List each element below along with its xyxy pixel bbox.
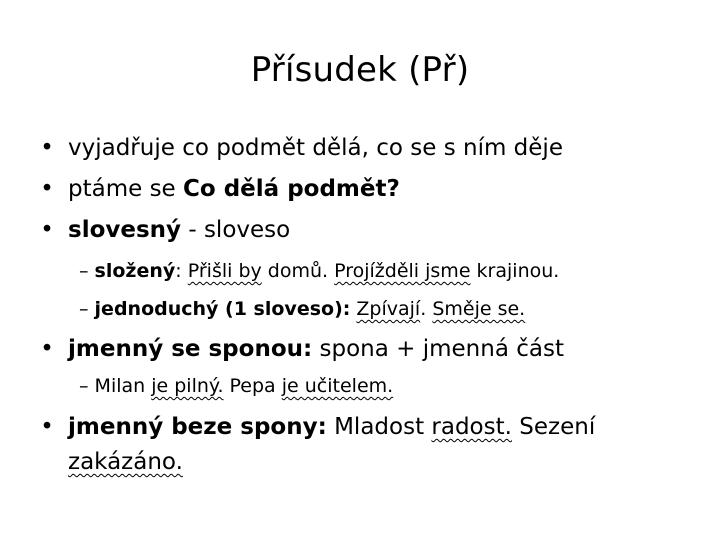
- bullet-text-bold: jmenný beze spony:: [68, 414, 327, 440]
- bullet-marker: •: [40, 135, 54, 161]
- bullet-text-plain: - sloveso: [181, 217, 291, 243]
- example-phrase: je pilný.: [151, 375, 224, 397]
- sub-label: jednoduchý (1 sloveso):: [94, 298, 351, 320]
- bullet-text: [68, 332, 564, 366]
- bullet-text: vyjadřuje co podmět dělá, co se s ním děje: [68, 135, 563, 161]
- sub-text: Milan: [94, 375, 152, 397]
- sub-dash: –: [79, 298, 89, 320]
- bullet-text-plain: ptáme se: [68, 176, 184, 202]
- example-phrase: radost.: [431, 414, 512, 440]
- bullet-text: [68, 172, 400, 206]
- bullet-text: [68, 445, 183, 479]
- bullet-marker: •: [40, 336, 54, 362]
- bullet-text: [68, 410, 595, 444]
- example-phrase: Přišli by: [187, 260, 262, 282]
- sub-text: .: [420, 298, 433, 320]
- bullet-text-plain: Sezení: [511, 414, 596, 440]
- bullet-marker: •: [40, 176, 54, 202]
- example-phrase: je učitelem.: [281, 375, 394, 397]
- sub-dash: –: [79, 260, 89, 282]
- example-phrase: Projížděli jsme: [334, 260, 471, 282]
- sub-item-3: [79, 372, 393, 400]
- example-phrase: Zpívají: [356, 298, 421, 320]
- bullet-marker: •: [40, 217, 54, 243]
- sub-dash: –: [79, 375, 89, 397]
- bullet-text-plain: Mladost: [326, 414, 432, 440]
- bullet-text-bold: slovesný: [68, 217, 182, 243]
- bullet-text-bold: Co dělá podmět?: [183, 176, 400, 202]
- bullet-text-plain: spona + jmenná část: [312, 336, 564, 362]
- sub-item-1: [79, 257, 559, 285]
- example-phrase: Směje se.: [432, 298, 526, 320]
- sub-label: složený: [94, 260, 176, 282]
- sub-text: krajinou.: [470, 260, 560, 282]
- sub-item-2: [79, 295, 525, 323]
- sub-text: domů.: [261, 260, 335, 282]
- slide-title: Přísudek (Př): [250, 50, 470, 90]
- sub-colon: :: [175, 260, 182, 282]
- example-phrase: zakázáno.: [68, 449, 183, 475]
- sub-text: Pepa: [223, 375, 282, 397]
- bullet-marker: •: [40, 414, 54, 440]
- bullet-text: [68, 213, 290, 247]
- bullet-text-bold: jmenný se sponou:: [68, 336, 313, 362]
